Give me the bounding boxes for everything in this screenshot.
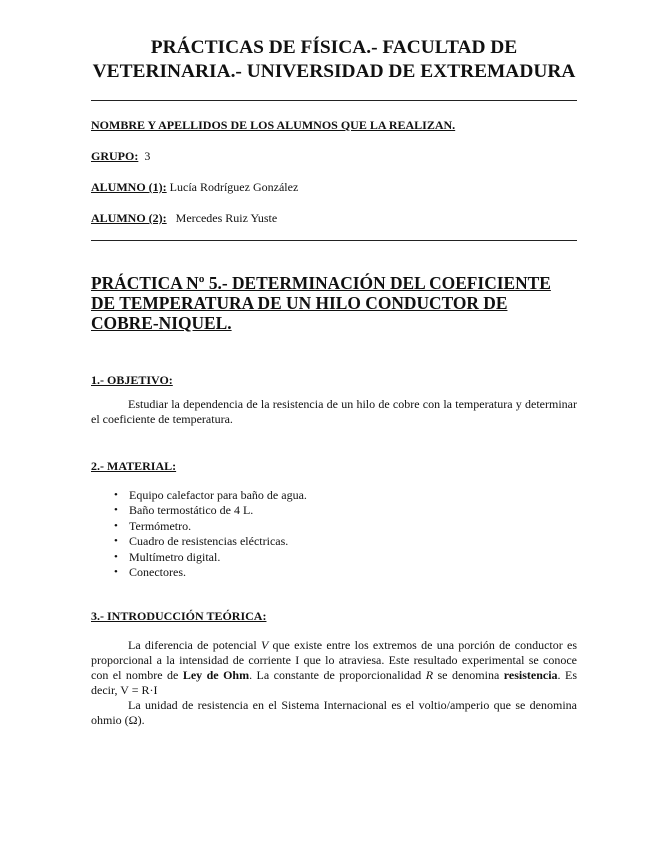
grupo-label: GRUPO: [91,149,139,163]
grupo-value: 3 [144,149,151,163]
material-heading: 2.- MATERIAL: [91,459,177,473]
title-line-2: VETERINARIA.- UNIVERSIDAD DE EXTREMADURA [92,61,576,82]
top-divider [91,100,577,101]
title-line-1: PRÁCTICAS DE FÍSICA.- FACULTAD DE [150,37,518,58]
objetivo-text: Estudiar la dependencia de la resistencia de un hilo de cobre con la temperatura y determinar el coeficiente de temperatura. [91,397,577,426]
introduccion-paragraph-1: La diferencia de potencial V que existe entre los extremos de una porción de conductor es proporcional a la intensidad de corriente I que lo atraviesa. Este resultado experimental se conoce con el nombre de Ley de Ohm. La constante de proporcionalidad R se denomina resistencia. Es decir, V = R·I [91,638,577,698]
bullet-icon: • [114,566,118,579]
section-introduccion [91,608,577,728]
bullet-icon: • [114,550,118,563]
list-item: • Termómetro. [114,518,192,533]
list-item: • Baño termostático de 4 L. [114,503,254,518]
introduccion-paragraph-2: La unidad de resistencia en el Sistema Internacional es el voltio/amperio que se denomina ohmio (Ω). [91,698,577,728]
names-heading: NOMBRE Y APELLIDOS DE LOS ALUMNOS QUE LA REALIZAN. [91,118,456,132]
alumno2-label: ALUMNO (2): [91,211,167,225]
list-item: • Conectores. [114,565,186,580]
section-objetivo [91,372,577,427]
alumno1-label: ALUMNO (1): [91,180,167,194]
list-item: • Cuadro de resistencias eléctricas. [114,534,289,549]
practica-title: PRÁCTICA Nº 5.- DETERMINACIÓN DEL COEFICIENTE DE TEMPERATURA DE UN HILO CONDUCTOR DE COBRE-NIQUEL. [91,273,551,333]
introduccion-heading: 3.- INTRODUCCIÓN TEÓRICA: [91,609,267,624]
bullet-icon: • [114,519,118,532]
list-item: • Equipo calefactor para baño de agua. [114,488,307,502]
document-page [91,36,577,728]
bullet-icon: • [114,535,118,548]
section-material [91,458,577,580]
objetivo-heading: 1.- OBJETIVO: [91,373,173,387]
bottom-divider [91,240,577,241]
material-list [91,488,577,580]
alumno1-value: Lucía Rodríguez González [169,180,299,194]
grupo-line [91,148,577,164]
alumno2-value: Mercedes Ruiz Yuste [175,211,278,225]
alumno2-line [91,210,577,226]
bullet-icon: • [114,489,118,501]
student-info [91,117,577,226]
alumno1-line [91,179,577,195]
document-title [91,36,577,84]
list-item: • Multímetro digital. [114,549,221,564]
bullet-icon: • [114,504,118,517]
names-heading-line [91,117,577,133]
